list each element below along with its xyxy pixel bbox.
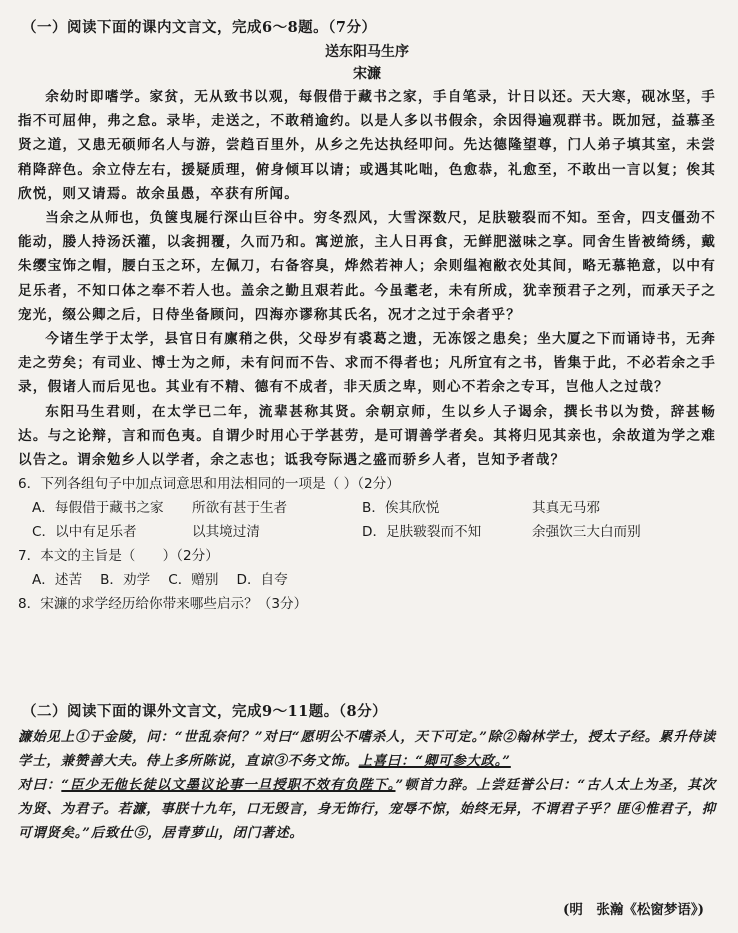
passage2-part-2: 对曰： (18, 777, 62, 794)
option-b-1: B．俟其欣悦 (362, 500, 440, 517)
question-6: 6．下列各组句子中加点词意思和用法相同的一项是（ ）（2分） (18, 476, 400, 493)
option-b-2: 其真无马邪 (532, 500, 600, 517)
section-1-heading: （一）阅读下面的课内文言文，完成6～8题。（7分） (22, 19, 377, 36)
question-7: 7．本文的主旨是（ ）（2分） (18, 548, 219, 565)
option-a-2: 所欲有甚于生者 (192, 500, 288, 517)
q7-option-b: B．劝学 (100, 572, 151, 589)
passage2-source: (明 张瀚《松窗梦语》) (562, 902, 704, 918)
q7-option-c: C．赠别 (168, 572, 219, 589)
passage-paragraph-4: 东阳马生君则，在太学已二年，流辈甚称其贤。余朝京师，生以乡人子谒余，撰长书以为贽，辞甚畅达。与之论辩，言和而色夷。自谓少时用心于学甚劳，是可谓善学者矣。其将归见其亲也，余故道为学之难以告之。谓余勉乡人以学者，余之志也；诋我夸际遇之盛而骄乡人者，岂知予者哉？ (18, 403, 716, 469)
answer-space (18, 616, 716, 700)
question-7-options (18, 568, 716, 592)
question-6-options-row-2 (18, 520, 716, 544)
passage2-text (18, 725, 716, 845)
passage-paragraph-2: 当余之从师也，负箧曳屣行深山巨谷中。穷冬烈风，大雪深数尺，足肤皲裂而不知。至舍，四支僵劲不能动，媵人持汤沃灌，以衾拥覆，久而乃和。寓逆旅，主人日再食，无鲜肥滋味之享。同舍生皆被绮绣，戴朱缨宝饰之帽，腰白玉之环，左佩刀，右备容臭，烨然若神人；余则缊袍敝衣处其间，略无慕艳意，以中有足乐者，不知口体之奉不若人也。盖余之勤且艰若此。今虽耄老，未有所成，犹幸预君子之列，而承天子之宠光，缀公卿之后，日侍坐备顾问，四海亦谬称其氏名，况才之过于余者乎？ (18, 210, 716, 323)
passage-paragraph-1: 余幼时即嗜学。家贫，无从致书以观，每假借于藏书之家，手自笔录，计日以还。天大寒，砚冰坚，手指不可屈伸，弗之怠。录毕，走送之，不敢稍逾约。以是人多以书假余，余因得遍观群书。既加冠，益慕圣贤之道，又患无硕师名人与游，尝趋百里外，从乡之先达执经叩问。先达德隆望尊，门人弟子填其室，未尝稍降辞色。余立侍左右，援疑质理，俯身倾耳以请；或遇其叱咄，色愈恭，礼愈至，不敢出一言以复；俟其欣悦，则又请焉。故余虽愚，卒获有所闻。 (18, 89, 716, 202)
option-c-1: C．以中有足乐者 (32, 524, 137, 541)
option-d-1: D．足肤皲裂而不知 (362, 524, 482, 541)
option-a-1: A．每假借于藏书之家 (32, 500, 164, 517)
option-d-2: 余强饮三大白而别 (532, 524, 641, 541)
option-c-2: 以其境过清 (192, 524, 260, 541)
question-6-options-row-1 (18, 496, 716, 520)
q7-option-d: D．自夸 (236, 572, 288, 589)
passage2-underlined-1: 上喜曰：“卿可参大政。” (358, 753, 511, 770)
passage-paragraph-3: 今诸生学于太学，县官日有廪稍之供，父母岁有裘葛之遗，无冻馁之患矣；坐大厦之下而诵诗书，无奔走之劳矣；有司业、博士为之师，未有问而不告、求而不得者也；凡所宜有之书，皆集于此，不必若余之手录，假诸人而后见也。其业有不精、德有不成者，非天质之卑，则心不若余之专耳，岂他人之过哉？ (18, 331, 716, 396)
passage2-part-1: 濂始见上①于金陵，问：“世乱奈何？”对曰“愿明公不嗜杀人，天下可定。”除②翰林学士，授太子经。累升侍读学士，兼赞善大夫。侍上多所陈说，直谅③不务文饰。 (18, 729, 716, 770)
passage-author: 宋濂 (353, 66, 381, 82)
passage2-underlined-2: “臣少无他长徒以文墨议论事一旦授职不效有负陛下。 (61, 777, 396, 794)
passage2-part-3: ”顿首力辞。上尝廷誉公曰：“古人太上为圣，其次为贤、为君子。若濂，事朕十九年，口无毁言，身无饰行，宠辱不惊，始终无异，不谓君子乎？匪④惟君子，抑可谓贤矣。”后致仕⑤，居青萝山，闭门著述。 (18, 777, 716, 842)
passage-title: 送东阳马生序 (325, 44, 409, 60)
section-2-heading: （二）阅读下面的课外文言文，完成9～11题。（8分） (22, 703, 388, 721)
q7-option-a: A．述苦 (32, 572, 83, 589)
question-8: 8．宋濂的求学经历给你带来哪些启示？（3分） (18, 596, 308, 613)
